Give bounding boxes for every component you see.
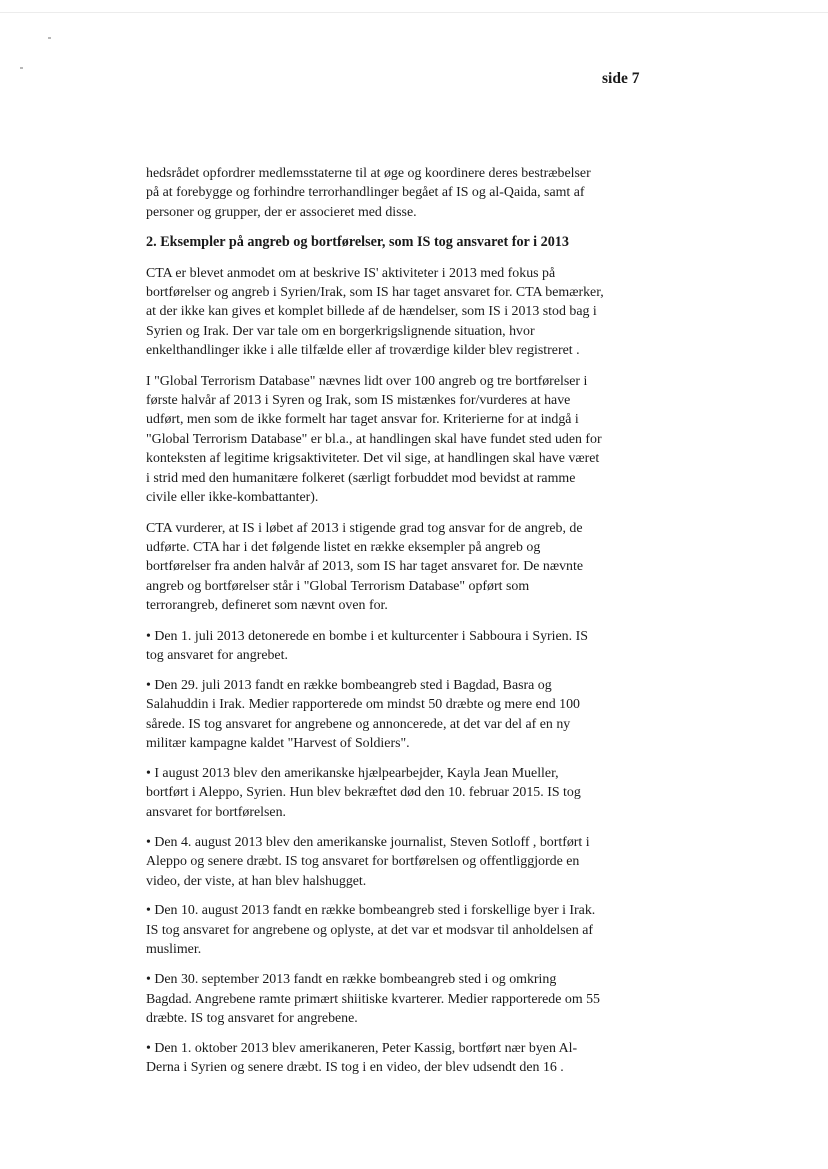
bullet-item: • Den 10. august 2013 fandt en række bombeangreb sted i forskellige byer i Irak. IS tog ansvaret for angrebene og oplyste, at det var et modsvar til anholdelsen af muslimer. [146, 903, 596, 958]
scan-speck [20, 67, 23, 69]
page-top-edge [0, 12, 828, 13]
bullet-item: • Den 29. juli 2013 fandt en række bombeangreb sted i Bagdad, Basra og Salahuddin i Irak. Medier rapporterede om mindst 50 dræbte og mere end 100 sårede. IS tog ansvaret for angrebene og annoncerede, at det var del af en ny militær kampagne kaldet "Harvest of Soldiers". [146, 677, 580, 752]
body-paragraph: CTA vurderer, at IS i løbet af 2013 i stigende grad tog ansvar for de angreb, de udførte. CTA har i det følgende listet en række eksempler på angreb og bortførelser fra anden halvår af 2013, som IS har taget ansvaret for. De nævnte angreb og bortførelser står i "Global Terrorism Database" opført som terrorangreb, defineret som nævnt oven for. [146, 520, 584, 614]
bullet-item: • I august 2013 blev den amerikanske hjælpearbejder, Kayla Jean Mueller, bortført i Aleppo, Syrien. Hun blev bekræftet død den 10. februar 2015. IS tog ansvaret for bortførelsen. [146, 765, 581, 820]
section-heading: 2. Eksempler på angreb og bortførelser, som IS tog ansvaret for i 2013 [146, 234, 569, 251]
intro-paragraph: hedsrådet opfordrer medlemsstaterne til at øge og koordinere deres bestræbelser på at forebygge og forhindre terrorhandlinger begået af IS og al-Qaida, samt af personer og grupper, der er associeret med disse. [146, 166, 591, 220]
bullet-item: • Den 4. august 2013 blev den amerikanske journalist, Steven Sotloff , bortført i Aleppo og senere dræbt. IS tog ansvaret for bortførelsen og offentliggjorde en video, der viste, at han blev halshugget. [146, 834, 590, 889]
bullet-item: • Den 30. september 2013 fandt en række bombeangreb sted i og omkring Bagdad. Angrebene ramte primært shiitiske kvarterer. Medier rapporterede om 55 dræbte. IS tog ansvaret for angrebene. [146, 972, 600, 1026]
bullet-item: • Den 1. juli 2013 detonerede en bombe i et kulturcenter i Sabboura i Syrien. IS tog ansvaret for angrebet. [146, 628, 588, 663]
body-paragraph: CTA er blevet anmodet om at beskrive IS' aktiviteter i 2013 med fokus på bortførelser og angreb i Syrien/Irak, som IS har taget ansvaret for. CTA bemærker, at der ikke kan gives et komplet billede af de hændelser, som IS i 2013 stod bag i Syrien og Irak. Der var tale om en borgerkrigslignende situation, hvor enkelthandlinger ikke i alle tilfælde eller af troværdige kilder blev registreret . [146, 265, 604, 359]
bullet-item: • Den 1. oktober 2013 blev amerikaneren, Peter Kassig, bortført nær byen Al-Derna i Syrien og senere dræbt. IS tog i en video, der blev udsendt den 16 . [146, 1040, 578, 1076]
body-paragraph: I "Global Terrorism Database" nævnes lidt over 100 angreb og tre bortførelser i første halvår af 2013 i Syren og Irak, som IS mistænkes for/vurderes at have udført, men som de ikke formelt har taget ansvar for. Kriterierne for at indgå i "Global Terrorism Database" er bl.a., at handlingen skal have fundet sted uden for konteksten af legitime krigsaktiviteter. Det vil sige, at handlingen skal have været i strid med den humanitære folkeret (særligt forbuddet mod bevidst at ramme civile eller ikke-kombattanter). [146, 373, 602, 506]
page-number: side 7 [602, 70, 640, 87]
document-body [146, 164, 604, 1088]
scan-speck [48, 37, 51, 39]
